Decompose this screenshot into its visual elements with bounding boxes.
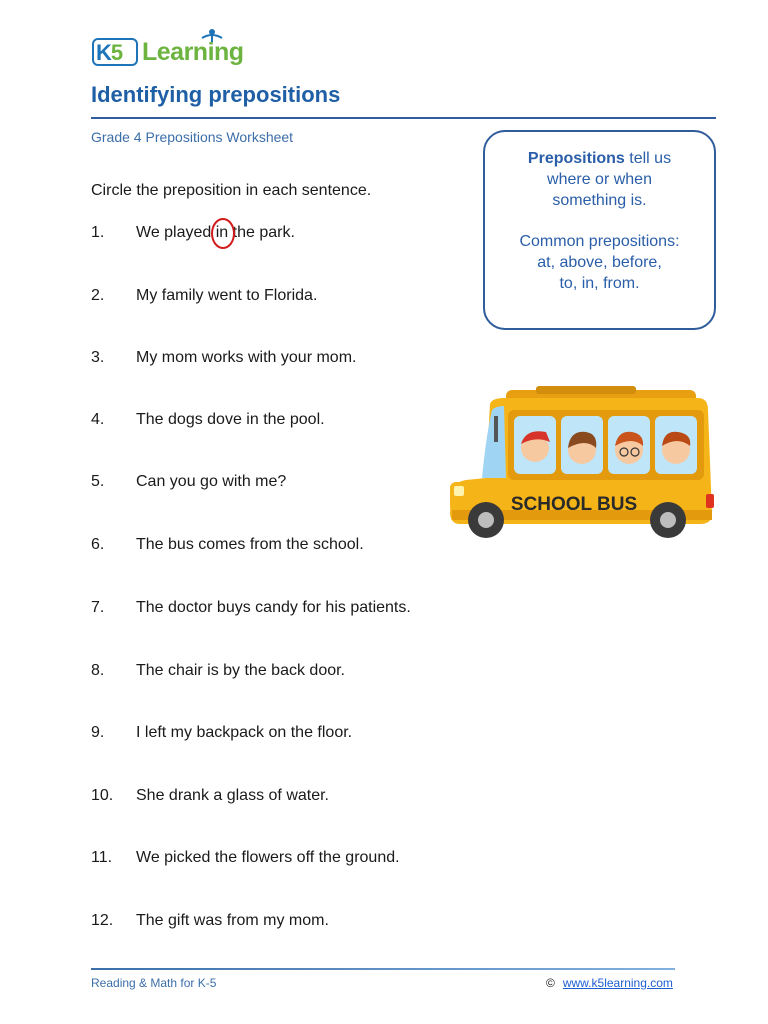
info-line: something is. <box>552 192 647 209</box>
question-text: The chair is by the back door. <box>136 662 345 679</box>
question-text: We played in the park. <box>136 224 295 241</box>
question-number: 10. <box>91 787 114 804</box>
question-text: The gift was from my mom. <box>136 912 329 929</box>
question-text: My mom works with your mom. <box>136 349 357 366</box>
question-text: The bus comes from the school. <box>136 536 364 553</box>
question-text: I left my backpack on the floor. <box>136 724 353 741</box>
footer-tagline: Reading & Math for K-5 <box>91 976 217 990</box>
info-line: to, in, from. <box>559 275 640 292</box>
question-item <box>91 662 345 680</box>
question-number: 1. <box>91 224 105 241</box>
info-line: Common prepositions: <box>519 233 680 250</box>
question-item <box>91 411 325 429</box>
question-number: 8. <box>91 662 105 679</box>
question-item <box>91 912 329 930</box>
school-bus-illustration <box>446 386 718 548</box>
question-item <box>91 724 352 742</box>
question-number: 12. <box>91 912 114 929</box>
question-text: My family went to Florida. <box>136 287 318 304</box>
page-title: Identifying prepositions <box>91 82 341 107</box>
prepositions-info-box <box>483 130 716 330</box>
question-number: 11. <box>91 849 113 866</box>
question-item <box>91 349 356 367</box>
question-item <box>91 536 364 554</box>
logo-figure-icon <box>200 28 224 46</box>
title-divider <box>91 117 716 119</box>
question-item <box>91 787 329 805</box>
question-item <box>91 599 411 617</box>
question-item <box>91 473 286 491</box>
question-number: 6. <box>91 536 105 553</box>
question-number: 9. <box>91 724 105 741</box>
question-item <box>91 287 317 305</box>
info-line: Prepositions tell us <box>527 150 672 167</box>
page-subtitle: Grade 4 Prepositions Worksheet <box>91 129 294 145</box>
info-line: at, above, before, <box>537 254 662 271</box>
question-number: 2. <box>91 287 105 304</box>
k5-learning-logo <box>92 28 262 72</box>
question-text: She drank a glass of water. <box>136 787 329 804</box>
question-item <box>91 224 295 242</box>
footer-divider <box>91 968 675 970</box>
logo-k5-text: K5 <box>96 40 123 65</box>
question-text: The dogs dove in the pool. <box>136 411 325 428</box>
question-text: The doctor buys candy for his patients. <box>136 599 411 616</box>
footer-website-link[interactable]: www.k5learning.com <box>562 976 673 990</box>
logo-learning-text: Learning <box>142 38 244 66</box>
footer-copyright <box>546 976 673 990</box>
instruction-text: Circle the preposition in each sentence. <box>91 182 372 199</box>
circled-answer: in <box>215 224 229 241</box>
question-number: 7. <box>91 599 105 616</box>
info-line: where or when <box>547 171 652 188</box>
bus-label: SCHOOL BUS <box>510 494 638 515</box>
info-bold-term: Prepositions <box>527 150 625 167</box>
question-number: 5. <box>91 473 105 490</box>
question-item <box>91 849 400 867</box>
copyright-symbol: © <box>546 976 555 990</box>
question-number: 3. <box>91 349 105 366</box>
question-number: 4. <box>91 411 105 428</box>
question-text: We picked the flowers off the ground. <box>136 849 400 866</box>
question-text: Can you go with me? <box>136 473 287 490</box>
